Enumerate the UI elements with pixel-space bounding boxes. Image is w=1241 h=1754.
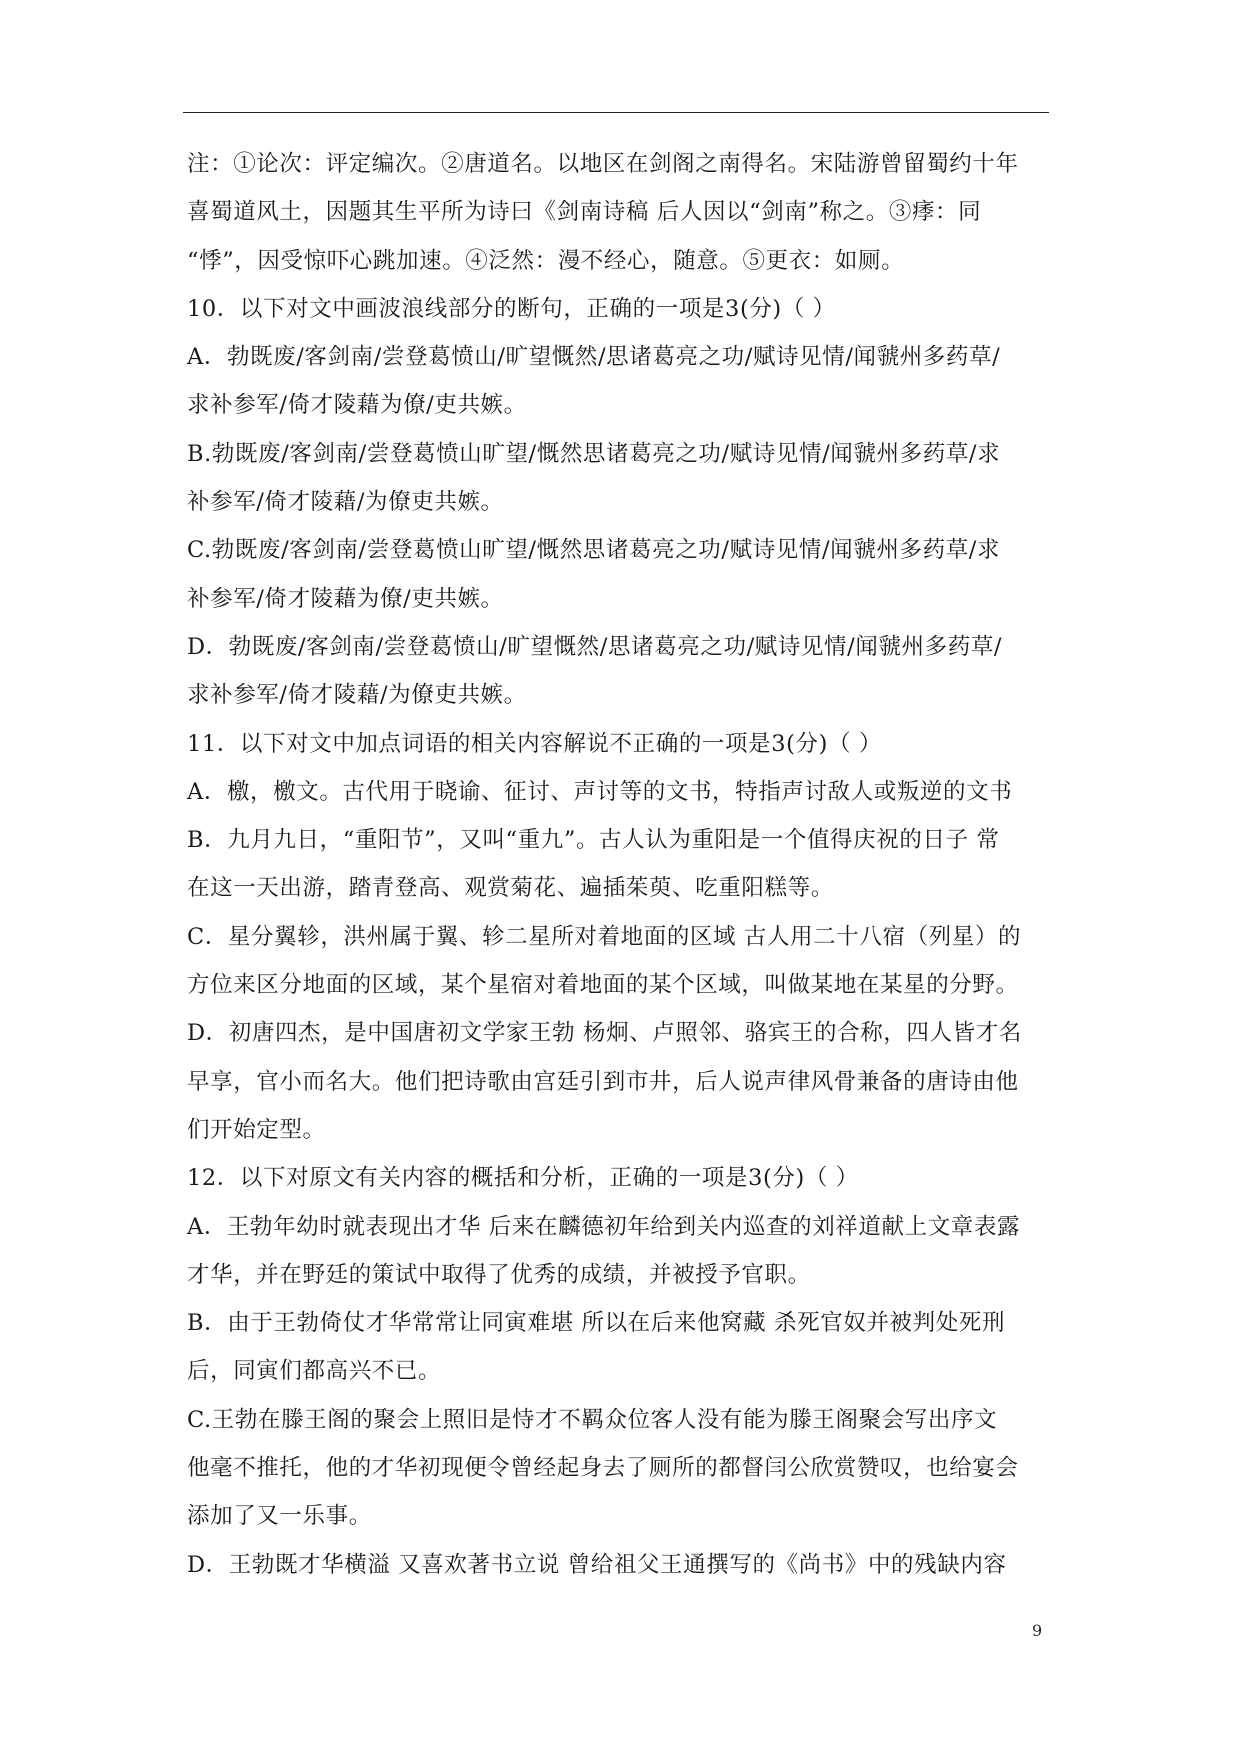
note-line-3: “悸”，因受惊吓心跳加速。④泛然：漫不经心，随意。⑤更衣：如厕。	[187, 247, 905, 274]
question-11-option-a: A．檄，檄文。古代用于晓谕、征讨、声讨等的文书，特指声讨敌人或叛逆的文书	[187, 778, 1013, 805]
question-11-option-c: C．星分翼轸，洪州属于翼、轸二星所对着地面的区域 古人用二十八宿（列星）的	[187, 923, 1022, 950]
question-10-option-a: A．勃既废/客剑南/尝登葛愤山/旷望慨然/思诸葛亮之功/赋诗见情/闻虢州多药草/	[187, 344, 1001, 371]
question-12-stem: 12．以下对原文有关内容的概括和分析，正确的一项是3(分)（ ）	[187, 1165, 859, 1192]
question-10-stem: 10．以下对文中画波浪线部分的断句，正确的一项是3(分)（ ）	[187, 295, 836, 322]
question-10-option-d: D．勃既废/客剑南/尝登葛愤山/旷望慨然/思诸葛亮之功/赋诗见情/闻虢州多药草/	[187, 633, 1003, 660]
question-12-option-c: C.王勃在滕王阁的聚会上照旧是恃才不羁众位客人没有能为滕王阁聚会写出序文	[187, 1406, 998, 1433]
page-number: 9	[1032, 1621, 1043, 1640]
question-12-option-d: D．王勃既才华横溢 又喜欢著书立说 曾给祖父王通撰写的《尚书》中的残缺内容	[187, 1551, 1007, 1578]
question-10-option-b-cont: 补参军/倚才陵藉/为僚吏共嫉。	[187, 489, 504, 516]
note-line-1: 注：①论次：评定编次。②唐道名。以地区在剑阁之南得名。宋陆游曾留蜀约十年	[187, 151, 1019, 177]
question-10-option-a-cont: 求补参军/倚才陵藉为僚/吏共嫉。	[187, 392, 527, 419]
question-12-option-a-cont: 才华，并在野廷的策试中取得了优秀的成绩，并被授予官职。	[187, 1261, 811, 1288]
question-11-option-b-cont: 在这一天出游，踏青登高、观赏菊花、遍插茱萸、吃重阳糕等。	[187, 875, 834, 902]
question-12-option-c-cont: 他毫不推托，他的才华初现便令曾经起身去了厕所的都督闫公欣赏赞叹，也给宴会	[187, 1455, 1019, 1482]
question-11-stem: 11．以下对文中加点词语的相关内容解说不正确的一项是3(分)（ ）	[187, 730, 882, 757]
question-12-option-a: A．王勃年幼时就表现出才华 后来在麟德初年给到关内巡查的刘祥道献上文章表露	[187, 1213, 1021, 1240]
header-rule	[183, 112, 1049, 113]
question-11-option-c-cont: 方位来区分地面的区域，某个星宿对着地面的某个区域，叫做某地在某星的分野。	[187, 972, 1019, 999]
question-10-option-c: C.勃既废/客剑南/尝登葛愤山旷望/慨然思诸葛亮之功/赋诗见情/闻虢州多药草/求	[187, 537, 1001, 564]
question-10-option-b: B.勃既废/客剑南/尝登葛愤山旷望/慨然思诸葛亮之功/赋诗见情/闻虢州多药草/求	[187, 440, 1001, 467]
question-11-option-b: B．九月九日，“重阳节”，又叫“重九”。古人认为重阳是一个值得庆祝的日子 常	[187, 827, 1000, 854]
question-12-option-c-cont-2: 添加了又一乐事。	[187, 1503, 372, 1530]
question-12-option-b-cont: 后，同寅们都高兴不已。	[187, 1358, 442, 1385]
question-12-option-b: B．由于王勃倚仗才华常常让同寅难堪 所以在后来他窝藏 杀死官奴并被判处死刑	[187, 1310, 1006, 1337]
document-body	[187, 140, 1067, 1589]
question-11-option-d-cont: 早享，官小而名大。他们把诗歌由宫廷引到市井，后人说声律风骨兼备的唐诗由他	[187, 1068, 1019, 1095]
question-11-option-d: D．初唐四杰，是中国唐初文学家王勃 杨炯、卢照邻、骆宾王的合称，四人皆才名	[187, 1020, 1022, 1047]
note-line-2: 喜蜀道风土，因题其生平所为诗曰《剑南诗稿 后人因以“剑南”称之。③痵：同	[187, 199, 982, 226]
question-10-option-d-cont: 求补参军/倚才陵藉/为僚吏共嫉。	[187, 682, 527, 709]
question-10-option-c-cont: 补参军/倚才陵藉为僚/吏共嫉。	[187, 585, 504, 612]
question-11-option-d-cont-2: 们开始定型。	[187, 1116, 326, 1143]
